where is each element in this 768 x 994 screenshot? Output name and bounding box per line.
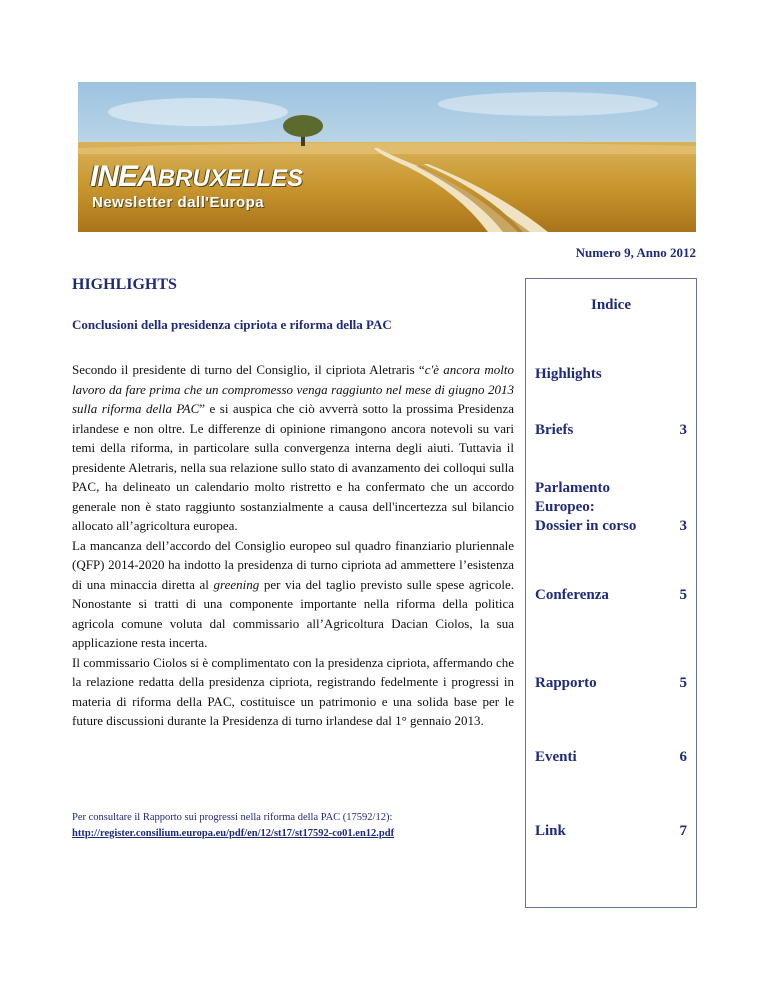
index-page-number: 3	[679, 422, 687, 438]
index-box	[525, 278, 697, 908]
article-title: Conclusioni della presidenza cipriota e riforma della PAC	[72, 317, 392, 332]
reference-note	[72, 810, 514, 841]
index-page-number: 6	[679, 749, 687, 765]
index-item-rapporto[interactable]: Rapporto 5	[535, 675, 687, 691]
highlights-heading: HIGHLIGHTS	[72, 276, 177, 293]
reference-text: Per consultare il Rapporto sui progressi nella riforma della PAC (17592/12):	[72, 812, 393, 823]
index-item-briefs[interactable]: Briefs 3	[535, 422, 687, 438]
article-paragraph-2: La mancanza dell’accordo del Consiglio europeo sul quadro finanziario pluriennale (QFP) 2014-2020 ha indotto la presidenza di turno cipriota ad ammettere l’esistenza di una minaccia diretta al greening per via del taglio previsto sulle spese agricole. Nonostante si tratti di una componente importante nella riforma della politica agricola comune voluta dal commissario all’Agricoltura Dacian Ciolos, la sua applicazione resta incerta.	[72, 537, 514, 650]
index-item-parlamento[interactable]: Parlamento Europeo: Dossier in corso 3	[535, 480, 687, 534]
greening-term: greening	[213, 576, 260, 592]
article-body	[72, 360, 514, 731]
brand-main: INEA	[90, 160, 158, 193]
index-item-link[interactable]: Link 7	[535, 823, 687, 839]
reference-link[interactable]: http://register.consilium.europa.eu/pdf/en/12/st17/st17592-co01.en12.pdf	[72, 827, 395, 839]
issue-number: Numero 9, Anno 2012	[575, 245, 696, 260]
quote-text: c'è ancora molto lavoro da fare prima che un compromesso venga raggiunto nel mese di giugno 2013 sulla riforma della PAC	[72, 362, 514, 416]
index-page-number: 7	[679, 823, 687, 839]
index-page-number: 3	[679, 518, 687, 534]
index-page-number: 5	[679, 587, 687, 603]
brand-second: BRUXELLES	[157, 165, 304, 192]
article-paragraph-1: Secondo il presidente di turno del Consiglio, il cipriota Aletraris “c'è ancora molto lavoro da fare prima che un compromesso venga raggiunto nel mese di giugno 2013 sulla riforma della PAC” e si auspica che ciò avverrà sotto la prossima Presidenza irlandese e non oltre. Le differenze di opinione rimangono ancora notevoli su vari temi della riforma, in particolare sulla convergenza interna degli aiuti. Tuttavia il presidente Aletraris, nella sua relazione sullo stato di avanzamento dei colloqui sulla PAC, ha delineato un calendario molto ristretto e ha confermato che un accordo generale non è stato raggiunto sostanzialmente a causa dell'incertezza sul bilancio allocato all’agricoltura europea.	[72, 362, 514, 533]
index-page-number: 5	[679, 675, 687, 691]
article-paragraph-3: Il commissario Ciolos si è complimentato con la presidenza cipriota, affermando che la relazione redatta della presidenza cipriota, registrando fedelmente i progressi in materia di riforma della PAC, costituisce un patrimonio e una solida base per le future discussioni durante la Presidenza di turno irlandese dal 1° gennaio 2013.	[72, 654, 514, 728]
newsletter-subtitle: Newsletter dall'Europa	[92, 194, 265, 211]
index-item-highlights[interactable]: Highlights	[535, 366, 602, 382]
index-title: Indice	[590, 297, 631, 313]
brand-logo	[90, 160, 303, 194]
index-item-conferenza[interactable]: Conferenza 5	[535, 587, 687, 603]
index-item-eventi[interactable]: Eventi 6	[535, 749, 687, 765]
